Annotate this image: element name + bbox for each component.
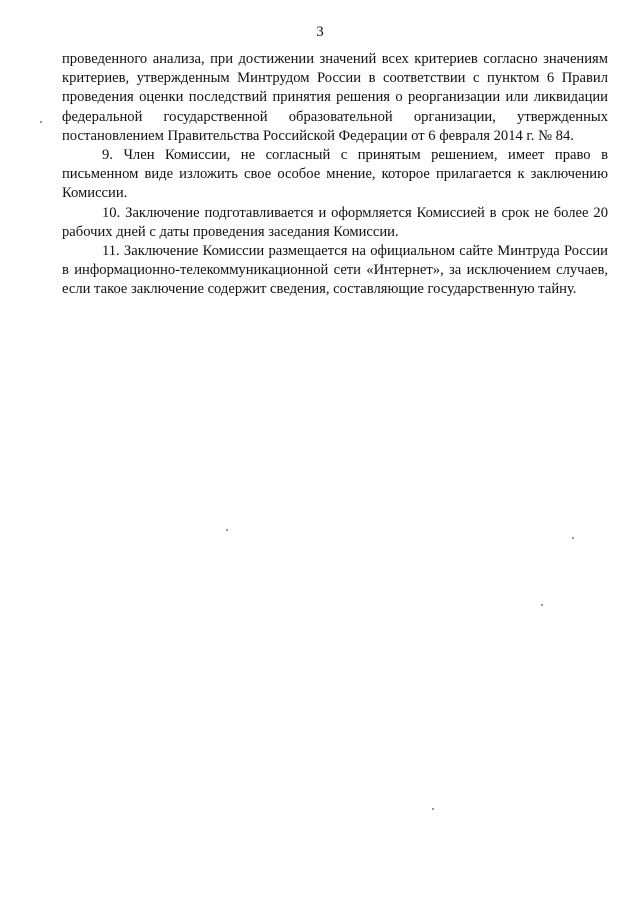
paragraph-continuation: проведенного анализа, при достижении значений всех критериев согласно значениям критериев, утвержденным Минтрудом России в соответствии с пунктом 6 Правил проведения оценки последствий принятия решения о реорганизации или ликвидации федеральной государственной образовательной организации, утвержденных постановлением Правительства Российской Федерации от 6 февраля 2014 г. № 84. [62,51,608,144]
scan-speck [40,121,42,123]
document-body [62,50,608,300]
scan-speck [572,537,574,539]
paragraph-item-11: 11. Заключение Комиссии размещается на официальном сайте Минтруда России в информационно-телекоммуникационной сети «Интернет», за исключением случаев, если такое заключение содержит сведения, составляющие государственную тайну. [62,243,608,298]
page-number: 3 [316,24,324,40]
scan-speck [226,529,228,531]
scan-speck [432,808,434,810]
paragraph-item-10: 10. Заключение подготавливается и оформляется Комиссией в срок не более 20 рабочих дней с даты проведения заседания Комиссии. [62,204,608,240]
scan-speck [541,604,543,606]
paragraph-item-9: 9. Член Комиссии, не согласный с принятым решением, имеет право в письменном виде изложить свое особое мнение, которое прилагается к заключению Комиссии. [62,147,608,202]
